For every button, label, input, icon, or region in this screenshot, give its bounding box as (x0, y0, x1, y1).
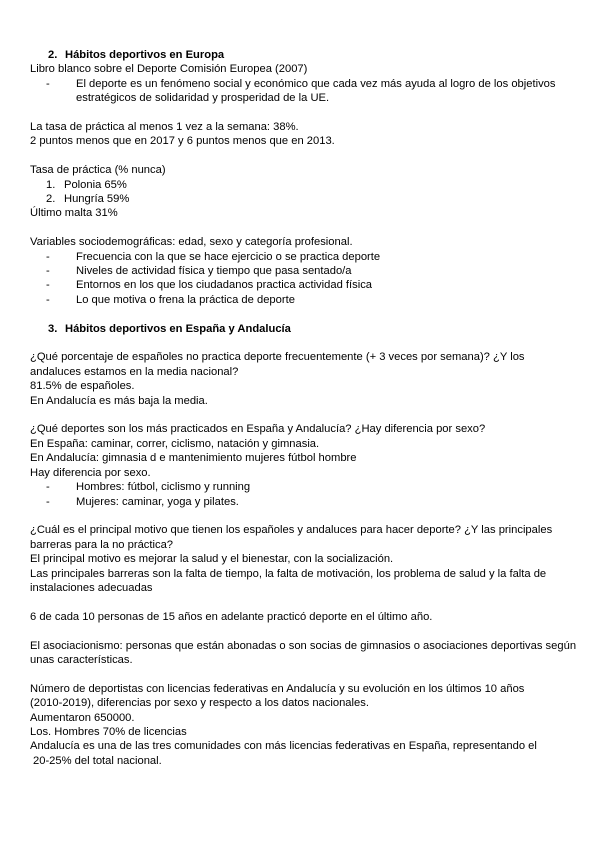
stat-line: 6 de cada 10 personas de 15 años en adelante practicó deporte en el último año. (30, 610, 433, 623)
licences-line-2: (2010-2019), diferencias por sexo y respecto a los datos nacionales. (30, 697, 369, 710)
answer-3-barriers-1: Las principales barreras son la falta de tiempo, la falta de motivación, los problema de salud y la falta de (30, 567, 547, 580)
answer-2-spain: En España: caminar, correr, ciclismo, natación y gimnasia. (30, 437, 320, 450)
section-3-title: Hábitos deportivos en España y Andalucía (65, 322, 291, 335)
last-line: Último malta 31% (30, 207, 118, 220)
list-item (30, 278, 575, 292)
section-2-heading (30, 48, 575, 62)
answer-2-andalucia: En Andalucía: gimnasia d e mantenimiento mujeres fútbol hombre (30, 452, 357, 465)
dash-bullet: - (46, 279, 50, 292)
dash-bullet: - (46, 293, 50, 306)
section-3-number: 3. (48, 322, 58, 335)
ranking-item (30, 178, 575, 192)
section-3-heading (30, 322, 575, 336)
dash-bullet: - (46, 250, 50, 263)
list-item (30, 495, 575, 509)
dash-bullet: - (46, 481, 50, 494)
list-item (30, 480, 575, 494)
licences-line-1: Número de deportistas con licencias federativas en Andalucía y su evolución en los últimos 10 años (30, 682, 525, 695)
assoc-line-2: unas características. (30, 653, 133, 666)
list-item-text: El deporte es un fenómeno social y económico que cada vez más ayuda al logro de los objetivos (76, 77, 556, 90)
answer-2-diff: Hay diferencia por sexo. (30, 466, 151, 479)
list-item (30, 77, 575, 106)
ranking-number: 1. (46, 178, 56, 191)
dash-bullet: - (46, 77, 50, 90)
licences-men: Los. Hombres 70% de licencias (30, 725, 187, 738)
licences-increase: Aumentaron 650000. (30, 711, 135, 724)
answer-3-barriers-2: instalaciones adecuadas (30, 581, 153, 594)
list-item-text: Hombres: fútbol, ciclismo y running (76, 481, 251, 494)
question-1-line-2: andaluces estamos en la media nacional? (30, 365, 239, 378)
list-item (30, 250, 575, 264)
section-2-number: 2. (48, 49, 58, 61)
list-item-text: Lo que motiva o frena la práctica de deporte (76, 293, 295, 306)
document-body (30, 48, 575, 768)
ranking-text: Hungría 59% (64, 193, 130, 206)
question-2: ¿Qué deportes son los más practicados en España y Andalucía? ¿Hay diferencia por sexo? (30, 423, 486, 436)
source-line: Libro blanco sobre el Deporte Comisión Europea (2007) (30, 63, 308, 76)
list-item (30, 264, 575, 278)
list-item-text-cont: estratégicos de solidaridad y prosperidad de la UE. (76, 92, 330, 105)
licences-andalucia-2: 20-25% del total nacional. (33, 754, 162, 767)
list-item-text: Mujeres: caminar, yoga y pilates. (76, 495, 239, 508)
answer-1-line-2: En Andalucía es más baja la media. (30, 394, 208, 407)
section-2-title: Hábitos deportivos en Europa (65, 49, 225, 61)
licences-andalucia-1: Andalucía es una de las tres comunidades con más licencias federativas en España, representando el (30, 740, 537, 753)
list-item (30, 293, 575, 307)
dash-bullet: - (46, 265, 50, 278)
ranking-text: Polonia 65% (64, 178, 127, 191)
diff-line: 2 puntos menos que en 2017 y 6 puntos menos que en 2013. (30, 135, 335, 148)
assoc-line-1: El asociacionismo: personas que están abonadas o son socias de gimnasios o asociaciones deportivas según (30, 639, 577, 652)
rate-title: Tasa de práctica (% nunca) (30, 164, 166, 177)
ranking-item (30, 192, 575, 206)
dash-bullet: - (46, 495, 50, 508)
question-3-line-1: ¿Cuál es el principal motivo que tienen los españoles y andaluces para hacer deporte? ¿Y las principales (30, 524, 553, 537)
variables-intro: Variables sociodemográficas: edad, sexo y categoría profesional. (30, 236, 353, 249)
answer-1-line-1: 81.5% de españoles. (30, 380, 135, 393)
list-item-text: Niveles de actividad física y tiempo que pasa sentado/a (76, 265, 352, 278)
question-1-line-1: ¿Qué porcentaje de españoles no practica deporte frecuentemente (+ 3 veces por semana)? ¿Y los (30, 351, 525, 364)
list-item-text: Frecuencia con la que se hace ejercicio o se practica deporte (76, 250, 381, 263)
list-item-text: Entornos en los que los ciudadanos practica actividad física (76, 279, 373, 292)
question-3-line-2: barreras para la no práctica? (30, 538, 174, 551)
answer-3-motive: El principal motivo es mejorar la salud y el bienestar, con la socialización. (30, 553, 394, 566)
rate-line: La tasa de práctica al menos 1 vez a la semana: 38%. (30, 121, 299, 134)
ranking-number: 2. (46, 193, 56, 206)
